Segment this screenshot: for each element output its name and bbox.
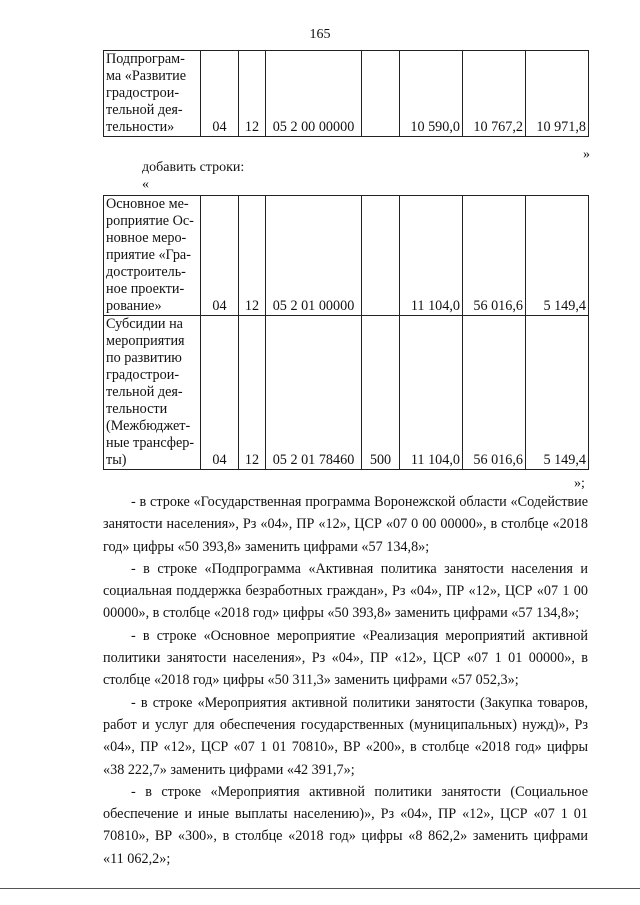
value-2020-cell: 10 971,8 [526, 51, 589, 137]
row-name-line: роприятие Ос- [106, 213, 194, 229]
amendment-paragraph: - в строке «Мероприятия активной политики занятости (Социальное обеспечение и иные выплаты населению)», Рз «04», ПР «12», ЦСР «07 1 01 70810», ВР «300», в столбце «2018 год» цифры «8 862,2» заменить цифрами «11 062,2»; [103, 783, 588, 867]
rz-cell: 04 [201, 196, 239, 316]
row-name-line: ные трансфер- [106, 435, 195, 451]
row-name-line: мероприятия [106, 333, 185, 349]
row-name-line: градострои- [106, 367, 180, 383]
row-name-line: новное меро- [106, 230, 187, 246]
opening-quote: « [142, 177, 149, 192]
row-name-line: Подпрограм- [106, 51, 185, 67]
table-row [104, 51, 589, 137]
row-name-line: рование» [106, 298, 162, 314]
row-name-line: приятие «Гра- [106, 247, 191, 263]
vr-cell: 500 [362, 316, 400, 470]
row-name-cell [104, 316, 201, 470]
table-row [104, 316, 589, 470]
value-2018-cell: 11 104,0 [400, 316, 463, 470]
row-name-line: тельной дея- [106, 384, 183, 400]
budget-table-added-rows [103, 195, 589, 470]
vr-cell [362, 51, 400, 137]
row-name-line: достроитель- [106, 264, 186, 280]
footer-rule [0, 888, 640, 889]
value-2018-cell: 10 590,0 [400, 51, 463, 137]
row-name-cell [104, 51, 201, 137]
value-2019-cell: 56 016,6 [463, 196, 526, 316]
amendment-paragraph: - в строке «Основное мероприятие «Реализация мероприятий активной политики занятости населения», Рз «04», ПР «12», ЦСР «07 1 01 00000», в столбце «2018 год» цифры «50 311,3» заменить цифрами «57 052,3»; [103, 627, 588, 689]
value-2019-cell: 10 767,2 [463, 51, 526, 137]
value-2020-cell: 5 149,4 [526, 196, 589, 316]
amendment-paragraph: - в строке «Государственная программа Воронежской области «Содействие занятости населения», Рз «04», ПР «12», ЦСР «07 0 00 00000», в столбце «2018 год» цифры «50 393,8» заменить цифрами «57 134,8»; [103, 494, 588, 555]
row-name-line: ма «Развитие [106, 68, 186, 84]
row-name-line: тельности [106, 401, 168, 417]
pr-cell: 12 [239, 51, 266, 137]
row-name-line: тельности» [106, 119, 175, 135]
csr-cell: 05 2 00 00000 [266, 51, 362, 137]
row-name-line: тельной дея- [106, 102, 183, 118]
rz-cell: 04 [201, 316, 239, 470]
row-name-cell [104, 196, 201, 316]
row-name-line: Основное ме- [106, 196, 189, 212]
amendment-paragraph: - в строке «Подпрограмма «Активная политика занятости населения и социальная поддержка безработных граждан», Рз «04», ПР «12», ЦСР «07 1 00 00000», в столбце «2018 год» цифры «50 393,8» заменить цифрами «57 134,8»; [103, 560, 588, 622]
rz-cell: 04 [201, 51, 239, 137]
add-rows-label: добавить строки: [142, 160, 245, 175]
row-name-line: ное проекти- [106, 281, 185, 297]
amendments-text [103, 491, 588, 870]
pr-cell: 12 [239, 196, 266, 316]
pr-cell: 12 [239, 316, 266, 470]
page-number: 165 [309, 27, 331, 42]
table-row [104, 196, 589, 316]
vr-cell [362, 196, 400, 316]
row-name-line: градострои- [106, 85, 180, 101]
csr-cell: 05 2 01 00000 [266, 196, 362, 316]
csr-cell: 05 2 01 78460 [266, 316, 362, 470]
closing-quote-1: » [583, 147, 590, 162]
value-2018-cell: 11 104,0 [400, 196, 463, 316]
row-name-line: Субсидии на [106, 316, 183, 332]
value-2020-cell: 5 149,4 [526, 316, 589, 470]
closing-quote-2: »; [574, 476, 585, 491]
amendment-paragraph: - в строке «Мероприятия активной политики занятости (Закупка товаров, работ и услуг для обеспечения государственных (муниципальных) нужд)», Рз «04», ПР «12», ЦСР «07 1 01 70810», ВР «200», в столбце «2018 год» цифры «38 222,7» заменить цифрами «42 391,7»; [103, 694, 588, 778]
row-name-line: ты) [106, 452, 127, 468]
row-name-line: (Межбюджет- [106, 418, 191, 434]
value-2019-cell: 56 016,6 [463, 316, 526, 470]
budget-table-subprogram [103, 50, 589, 137]
row-name-line: по развитию [106, 350, 182, 366]
